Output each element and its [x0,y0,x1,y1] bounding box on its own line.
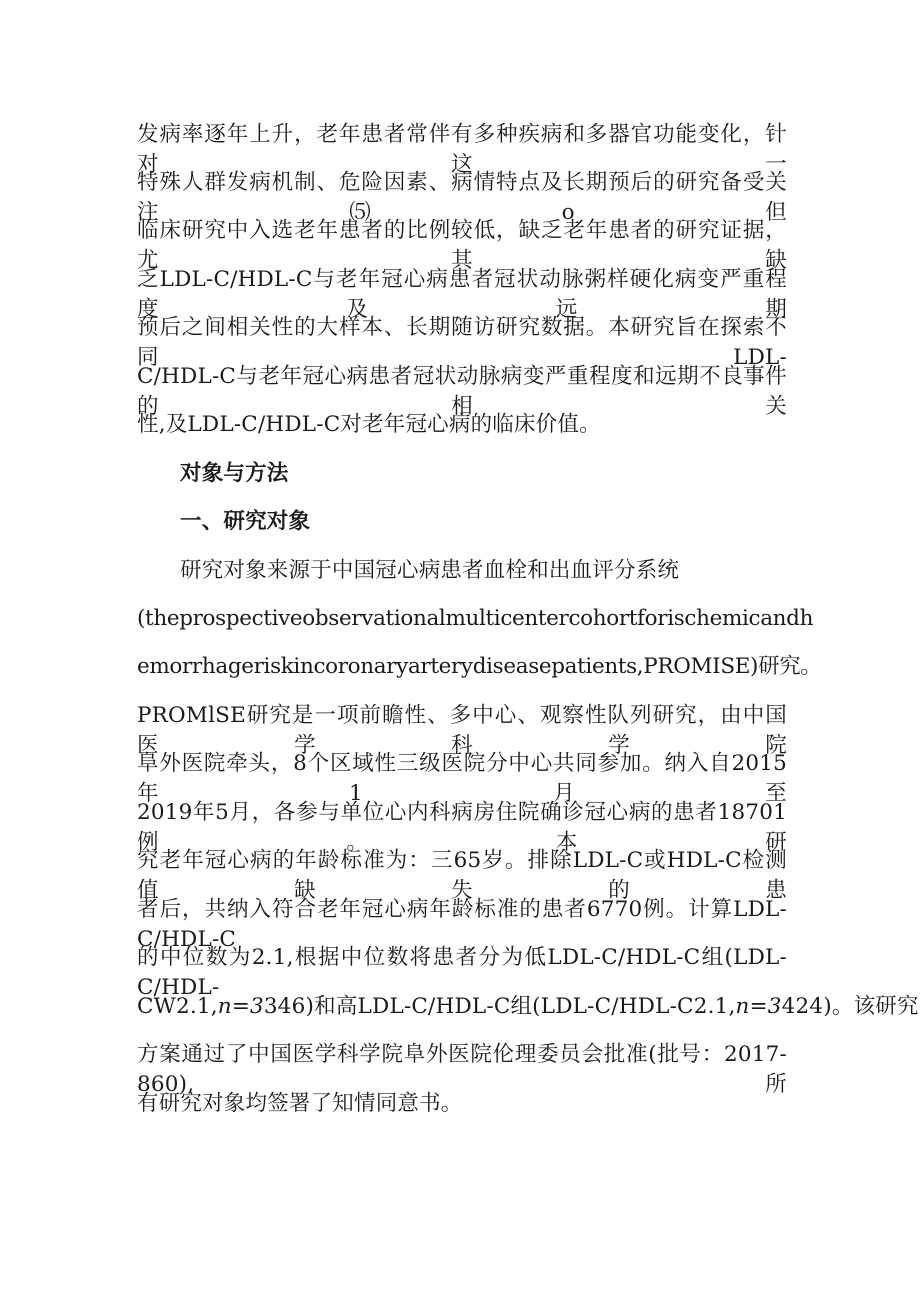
line-text: 346)和高LDL-C/HDL-C组(LDL-C/HDL-C2.1, [263,994,736,1019]
paragraph-line: C/HDL-C与老年冠心病患者冠状动脉病变严重程度和远期不良事件的相关 [137,364,787,419]
paragraph-line: 研究对象来源于中国冠心病患者血栓和出血评分系统 [180,558,680,583]
paragraph-line: emorrhageriskincoronaryarterydiseasepatients,PROMISE)研究。 [137,654,822,679]
line-text: 424)。该研究 [781,994,919,1019]
paragraph-line [137,992,919,1022]
paragraph-line: 特殊人群发病机制、危险因素、病情特点及长期预后的研究备受关注⑸o但 [137,170,787,225]
sample-size-label: n=3 [217,994,264,1019]
sample-size-label: n=3 [735,994,782,1019]
paragraph-line: 方案通过了中国医学科学院阜外医院伦理委员会批准(批号：2017-860),所 [137,1042,787,1097]
paragraph-line: 阜外医院牵头，8个区域性三级医院分中心共同参加。纳入自2015年1月至 [137,751,787,806]
subsection-title: 一、研究对象 [180,509,311,534]
paragraph-line: 预后之间相关性的大样本、长期随访研究数据。本研究旨在探索不同LDL- [137,315,787,370]
paragraph-line: PROMlSE研究是一项前瞻性、多中心、观察性队列研究，由中国医学科学院 [137,703,787,758]
section-title: 对象与方法 [180,461,289,486]
paragraph-line: 者后，共纳入符合老年冠心病年龄标准的患者6770例。计算LDL-C/HDL-C [137,897,787,952]
paragraph-line: 乏LDL-C/HDL-C与老年冠心病患者冠状动脉粥样硬化病变严重程度及远期 [137,267,787,322]
line-text: CW2.1, [137,994,218,1019]
paragraph-line: (theprospectiveobservationalmulticentercohortforischemicandh [137,606,814,631]
paragraph-line: 临床研究中入选老年患者的比例较低，缺乏老年患者的研究证据，尤其缺 [137,218,787,273]
paragraph-line: 有研究对象均签署了知情同意书。 [137,1091,463,1116]
paragraph-line: 2019年5月，各参与单位心内科病房住院确诊冠心病的患者18701例。本研 [137,800,787,855]
paragraph-line: 发病率逐年上升，老年患者常伴有多种疾病和多器官功能变化，针对这一 [137,122,787,177]
paragraph-line: 的中位数为2.1,根据中位数将患者分为低LDL-C/HDL-C组(LDL-C/HDL- [137,945,787,1000]
paragraph-line: 究老年冠心病的年龄标准为：三65岁。排除LDL-C或HDL-C检测值缺失的患 [137,848,787,903]
paragraph-line: 性,及LDL-C/HDL-C对老年冠心病的临床价值。 [137,412,601,437]
